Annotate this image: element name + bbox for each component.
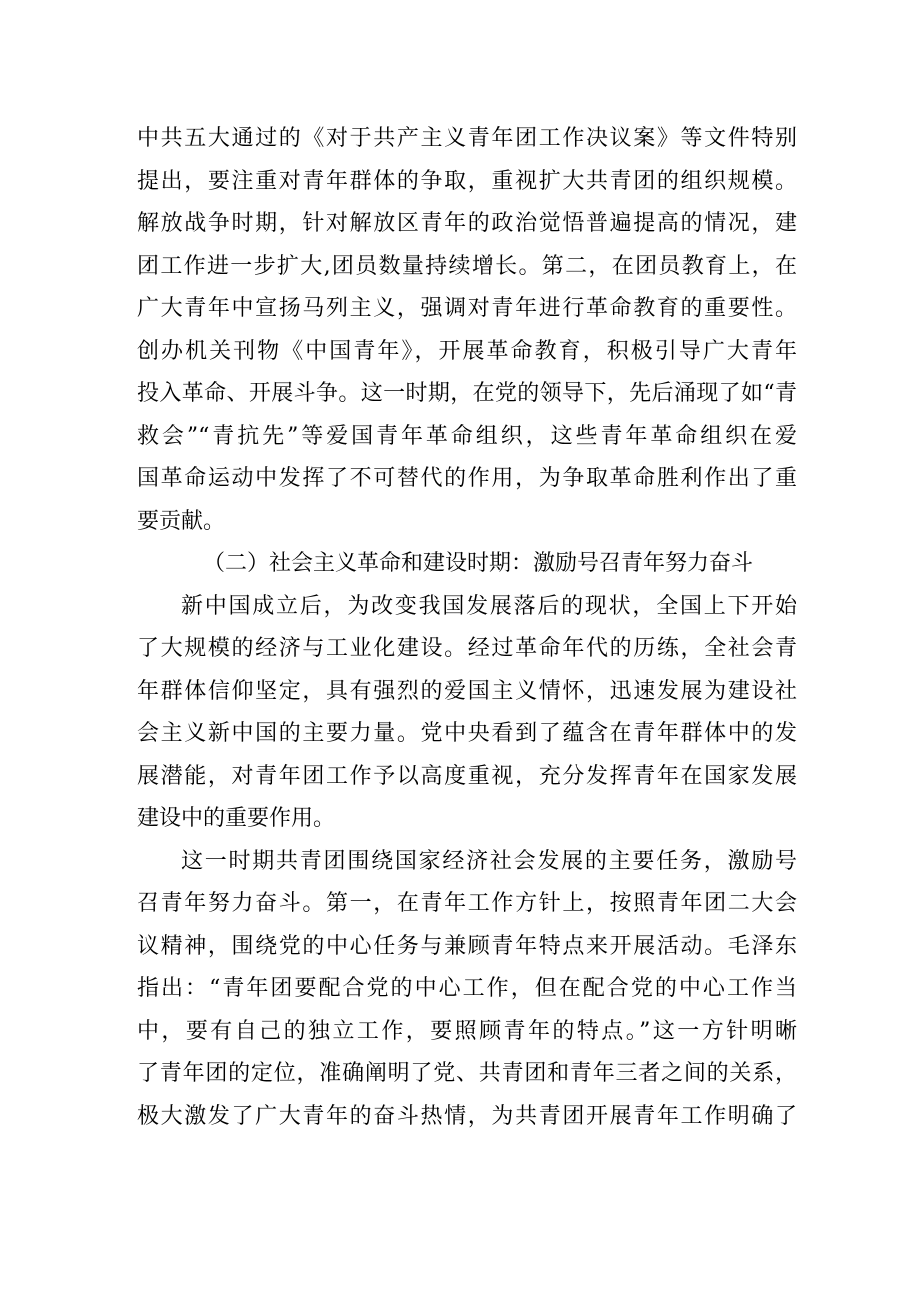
paragraph-line: 国革命运动中发挥了不可替代的作用，为争取革命胜利作出了重 [137,466,797,491]
paragraph-line: 创办机关刊物《中国青年》，开展革命教育，积极引导广大青年 [137,338,797,364]
paragraph-line: 指出：“青年团要配合党的中心工作，但在配合党的中心工作当 [137,976,797,1001]
paragraph-1 [137,118,797,543]
paragraph-line: 投入革命、开展斗争。这一时期，在党的领导下，先后涌现了如“青 [137,381,797,406]
paragraph-line: 极大激发了广大青年的奋斗热情，为共青团开展青年工作明确了 [137,1103,797,1129]
paragraph-line: 解放战争时期，针对解放区青年的政治觉悟普遍提高的情况，建 [137,211,797,236]
paragraph-3 [137,841,797,1139]
section-heading: （二）社会主义革命和建设时期：激励号召青年努力奋斗 [203,551,754,576]
paragraph-line: 提出，要注重对青年群体的争取，重视扩大共青团的组织规模。 [137,168,797,194]
paragraph-line: 会主义新中国的主要力量。党中央看到了蕴含在青年群体中的发 [137,721,797,746]
paragraph-line: 了青年团的定位，准确阐明了党、共青团和青年三者之间的关系， [137,1061,797,1086]
paragraph-2 [137,586,797,841]
document-body [137,118,797,1138]
paragraph-line: 这一时期共青团围绕国家经济社会发展的主要任务，激励号 [181,848,797,874]
paragraph-line: 了大规模的经济与工业化建设。经过革命年代的历练，全社会青 [137,636,797,661]
paragraph-line: 中共五大通过的《对于共产主义青年团工作决议案》等文件特别 [137,126,797,151]
paragraph-line: 展潜能，对青年团工作予以高度重视，充分发挥青年在国家发展 [137,763,797,789]
paragraph-line: 救会”“青抗先”等爱国青年革命组织，这些青年革命组织在爱 [137,423,797,449]
paragraph-line: 团工作进一步扩大,团员数量持续增长。第二，在团员教育上，在 [137,253,797,279]
paragraph-line: 召青年努力奋斗。第一，在青年工作方针上，按照青年团二大会 [137,891,797,916]
paragraph-line: 中，要有自己的独立工作，要照顾青年的特点。”这一方针明晰 [137,1018,797,1044]
paragraph-line: 广大青年中宣扬马列主义，强调对青年进行革命教育的重要性。 [137,296,797,321]
paragraph-line: 年群体信仰坚定，具有强烈的爱国主义情怀，迅速发展为建设社 [137,678,797,704]
paragraph-line: 要贡献。 [137,508,226,534]
paragraph-line: 议精神，围绕党的中心任务与兼顾青年特点来开展活动。毛泽东 [137,933,797,959]
paragraph-line: 新中国成立后，为改变我国发展落后的现状，全国上下开始 [181,593,797,619]
paragraph-line: 建设中的重要作用。 [137,806,336,831]
